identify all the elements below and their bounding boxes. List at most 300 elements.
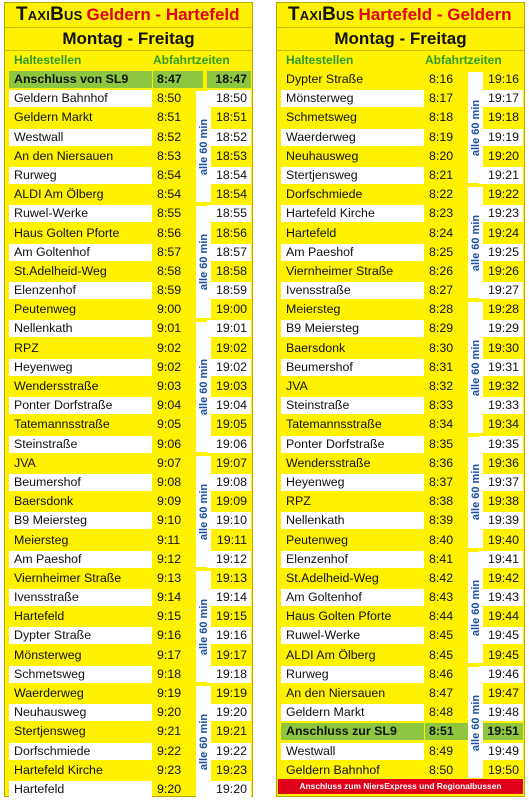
stop-row: [5, 684, 252, 703]
first-departure: 9:19: [157, 686, 182, 700]
stop-name: Rurweg: [9, 167, 152, 184]
stop-row: [277, 319, 524, 338]
stop-name: Elenzenhof: [9, 282, 152, 299]
stop-row: [5, 377, 252, 396]
last-departure: 19:01: [215, 321, 247, 336]
last-departure: 19:03: [215, 379, 247, 393]
stop-row: [5, 224, 252, 243]
column-headers: [277, 51, 524, 70]
stop-row: [5, 339, 252, 358]
first-departure: 8:55: [157, 206, 182, 221]
last-departure: 19:49: [487, 743, 519, 758]
first-departure: 9:01: [157, 321, 182, 336]
stop-row: [5, 358, 252, 377]
interval-label: alle 60 min: [197, 358, 210, 415]
first-departure: 9:17: [157, 647, 182, 662]
stop-name: Wendersstraße: [286, 455, 371, 470]
stop-name: ALDI Am Ölberg: [14, 187, 104, 202]
stop-row: [277, 108, 524, 127]
stop-name: Ivensstraße: [281, 282, 424, 299]
stop-name: Nellenkath: [281, 512, 424, 529]
first-departure: 8:20: [429, 148, 454, 163]
first-departure: 8:24: [429, 225, 454, 240]
stop-name: Ivensstraße: [9, 589, 152, 606]
last-departure: 18:57: [215, 244, 247, 259]
first-departure: 9:22: [157, 743, 182, 758]
last-departure: 19:18: [487, 110, 519, 125]
service-days: Montag - Freitag: [5, 27, 252, 51]
stop-name: Beumershof: [9, 474, 152, 491]
stop-row: [5, 665, 252, 684]
stop-name: Heyenweg: [9, 359, 152, 376]
first-departure: 8:57: [157, 244, 182, 259]
stop-row: [5, 204, 252, 223]
first-departure: 8:46: [429, 666, 454, 681]
interval-label: alle 60 min: [469, 214, 482, 271]
stop-row: [5, 454, 252, 473]
first-departure: 8:33: [429, 398, 454, 413]
stop-name: Ponter Dorfstraße: [281, 436, 424, 453]
first-departure: 8:43: [429, 590, 454, 605]
stop-row: [277, 761, 524, 780]
first-departure: 8:23: [429, 206, 454, 221]
stop-name: Am Paeshof: [9, 551, 152, 568]
stop-name: Baersdonk: [14, 494, 74, 509]
stop-row: [5, 607, 252, 626]
first-departure: 8:53: [157, 148, 182, 163]
interval-band: [468, 302, 483, 432]
first-departure: 9:09: [157, 494, 182, 509]
last-departure: 19:22: [215, 743, 247, 758]
first-departure: 9:21: [157, 724, 182, 739]
last-departure: 19:36: [487, 455, 519, 470]
first-departure: 8:48: [429, 705, 454, 720]
brand-label: TaxiBus: [16, 4, 83, 25]
stop-name: JVA: [286, 379, 308, 393]
last-departure: 18:47: [215, 72, 247, 86]
stop-row: [277, 300, 524, 319]
stop-name: An den Niersauen: [286, 686, 386, 700]
last-departure: 19:29: [487, 321, 519, 336]
first-departure: 8:49: [429, 743, 454, 758]
first-departure: 9:05: [157, 417, 182, 432]
stop-row: [277, 89, 524, 108]
stop-name: B9 Meiersteg: [281, 320, 424, 337]
stop-row: [5, 435, 252, 454]
first-departure: 9:16: [157, 628, 182, 643]
stop-name: Anschluss zur SL9: [281, 723, 424, 740]
stop-name: Hartefeld Kirche: [281, 205, 424, 222]
first-departure: 8:56: [157, 225, 182, 240]
interval-band: [468, 667, 483, 778]
stop-row: [277, 281, 524, 300]
first-departure: 8:16: [429, 72, 454, 86]
first-departure: 8:34: [429, 417, 454, 432]
first-departure: 8:51: [157, 110, 182, 125]
stop-row: [277, 665, 524, 684]
stop-name: Meiersteg: [286, 302, 341, 317]
stop-row: [277, 339, 524, 358]
stop-row: [5, 262, 252, 281]
stop-name: An den Niersauen: [14, 148, 114, 163]
last-departure: 19:10: [215, 513, 247, 528]
first-departure: 8:40: [429, 532, 454, 547]
stop-row: [5, 550, 252, 569]
first-departure: 8:44: [429, 609, 454, 624]
timetable-hartefeld-geldern: [276, 2, 525, 797]
stop-row: [5, 319, 252, 338]
stop-name: Mönsterweg: [14, 647, 82, 662]
last-departure: 19:02: [215, 340, 247, 355]
stop-name: Tatemannsstraße: [286, 417, 382, 432]
last-departure: 18:59: [215, 283, 247, 298]
stop-row: [5, 626, 252, 645]
stop-row: [5, 761, 252, 780]
stop-name: Schmetsweg: [286, 110, 357, 125]
stop-row: [277, 550, 524, 569]
interval-label: alle 60 min: [469, 339, 482, 396]
last-departure: 19:23: [487, 206, 519, 221]
last-departure: 19:31: [487, 359, 519, 374]
stop-name: Geldern Markt: [281, 704, 424, 721]
interval-band: [468, 552, 483, 663]
first-departure: 9:11: [157, 532, 181, 547]
first-departure: 8:51: [429, 724, 454, 739]
stop-row: [277, 703, 524, 722]
last-departure: 19:18: [215, 666, 247, 681]
stop-name: Waerderweg: [14, 686, 84, 700]
first-departure: 8:59: [157, 283, 182, 298]
stop-name: Hartefeld: [9, 781, 152, 798]
last-departure: 18:52: [215, 129, 247, 144]
connection-row: [277, 722, 524, 741]
stop-name: Westwall: [9, 129, 152, 146]
stop-name: Ponter Dorfstraße: [9, 397, 152, 414]
stop-row: [5, 396, 252, 415]
stop-name: Stertjensweg: [281, 167, 424, 184]
stop-row: [5, 780, 252, 799]
first-departure: 9:12: [157, 551, 182, 566]
stop-row: [5, 703, 252, 722]
last-departure: 19:22: [487, 187, 519, 202]
last-departure: 19:23: [215, 762, 247, 777]
column-header-stops: Haltestellen: [286, 53, 354, 67]
stop-row: [5, 473, 252, 492]
stop-name: Steinstraße: [9, 436, 152, 453]
first-departure: 8:58: [157, 263, 182, 278]
stop-row: [5, 89, 252, 108]
first-departure: 8:32: [429, 379, 454, 393]
last-departure: 19:28: [487, 302, 519, 317]
last-departure: 19:07: [215, 455, 247, 470]
stop-row: [5, 722, 252, 741]
stop-name: Wendersstraße: [14, 379, 99, 393]
stop-row: [277, 684, 524, 703]
last-departure: 19:06: [215, 436, 247, 451]
last-departure: 19:35: [487, 436, 519, 451]
first-departure: 9:02: [157, 359, 182, 374]
last-departure: 19:37: [487, 474, 519, 489]
first-departure: 8:27: [429, 283, 454, 298]
last-departure: 19:39: [487, 513, 519, 528]
last-departure: 19:26: [487, 263, 519, 278]
stop-name: Dorfschmiede: [286, 187, 363, 202]
last-departure: 19:14: [215, 590, 247, 605]
last-departure: 18:53: [215, 148, 247, 163]
last-departure: 19:44: [487, 609, 519, 624]
first-departure: 9:23: [157, 762, 182, 777]
stop-name: Dypter Straße: [9, 627, 152, 644]
interval-label: alle 60 min: [197, 118, 210, 175]
last-departure: 18:58: [215, 263, 247, 278]
stop-name: Schmetsweg: [9, 666, 152, 683]
last-departure: 18:51: [215, 110, 247, 125]
stop-name: Dypter Straße: [286, 72, 364, 86]
stop-name: Dorfschmiede: [9, 743, 152, 760]
stop-row: [5, 646, 252, 665]
first-departure: 8:47: [429, 686, 454, 700]
stop-name: Viernheimer Straße: [286, 263, 394, 278]
service-days: Montag - Freitag: [277, 27, 524, 51]
stop-name: Am Goltenhof: [281, 589, 424, 606]
stop-name: St.Adelheid-Weg: [286, 570, 379, 585]
stop-name: Ruwel-Werke: [281, 627, 424, 644]
stop-name: Heyenweg: [281, 474, 424, 491]
stop-row: [5, 415, 252, 434]
stop-row: [277, 224, 524, 243]
last-departure: 19:51: [487, 724, 519, 739]
interval-label: alle 60 min: [197, 233, 210, 291]
stop-row: [5, 588, 252, 607]
stop-name: Peutenweg: [14, 302, 77, 317]
stop-name: Hartefeld: [286, 225, 337, 240]
first-departure: 8:28: [429, 302, 454, 317]
stop-row: [277, 243, 524, 262]
stop-row: [5, 185, 252, 204]
last-departure: 19:24: [487, 225, 519, 240]
stop-name: Beumershof: [281, 359, 424, 376]
first-departure: 8:17: [429, 91, 454, 106]
stop-row: [277, 204, 524, 223]
interval-label: alle 60 min: [469, 99, 482, 156]
first-departure: 8:45: [429, 628, 454, 643]
first-departure: 9:15: [157, 609, 182, 624]
stop-row: [5, 300, 252, 319]
last-departure: 19:21: [215, 724, 247, 739]
first-departure: 9:18: [157, 666, 182, 681]
stop-list: [5, 70, 252, 799]
stop-row: [5, 569, 252, 588]
stop-row: [5, 147, 252, 166]
last-departure: 19:48: [487, 705, 519, 720]
first-departure: 9:10: [157, 513, 182, 528]
stop-row: [277, 646, 524, 665]
first-departure: 8:50: [429, 762, 454, 777]
connection-footer: Anschluss zum NiersExpress und Regionalbussen: [278, 779, 523, 794]
last-departure: 19:21: [487, 167, 519, 182]
stop-name: Geldern Bahnhof: [286, 762, 380, 777]
first-departure: 8:26: [429, 263, 454, 278]
last-departure: 19:43: [487, 590, 519, 605]
stop-row: [277, 415, 524, 434]
stop-name: RPZ: [286, 494, 311, 509]
first-departure: 8:54: [157, 187, 182, 202]
last-departure: 19:11: [216, 532, 247, 547]
brand-label: TaxiBus: [288, 4, 355, 25]
stop-row: [277, 607, 524, 626]
last-departure: 18:56: [215, 225, 247, 240]
first-departure: 8:21: [429, 167, 454, 182]
first-departure: 8:50: [157, 91, 182, 106]
stop-row: [5, 243, 252, 262]
last-departure: 18:54: [215, 187, 247, 202]
first-departure: 8:41: [429, 551, 454, 566]
first-departure: 8:22: [429, 187, 454, 202]
last-departure: 19:34: [487, 417, 519, 432]
last-departure: 19:30: [487, 340, 519, 355]
stop-name: St.Adelheid-Weg: [14, 263, 107, 278]
stop-row: [277, 569, 524, 588]
last-departure: 19:16: [215, 628, 247, 643]
interval-band: [468, 187, 483, 298]
last-departure: 19:20: [215, 781, 247, 796]
first-departure: 8:25: [429, 244, 454, 259]
stop-name: Mönsterweg: [281, 90, 424, 107]
last-departure: 19:19: [215, 686, 247, 700]
stop-row: [5, 281, 252, 300]
last-departure: 19:50: [487, 762, 519, 777]
stop-name: ALDI Am Ölberg: [286, 647, 376, 662]
interval-label: alle 60 min: [197, 713, 210, 771]
interval-label: alle 60 min: [469, 694, 482, 751]
first-departure: 8:36: [429, 455, 454, 470]
stop-name: JVA: [14, 455, 36, 470]
last-departure: 19:27: [487, 283, 519, 298]
first-departure: 8:38: [429, 494, 454, 509]
first-departure: 8:47: [157, 72, 182, 86]
column-header-times: Abfahrtzeiten: [425, 53, 502, 67]
first-departure: 9:20: [157, 705, 182, 720]
stop-row: [277, 473, 524, 492]
stop-row: [277, 511, 524, 530]
interval-label: alle 60 min: [469, 464, 482, 521]
last-departure: 19:40: [487, 532, 519, 547]
stop-row: [5, 492, 252, 511]
last-departure: 19:00: [215, 302, 247, 317]
last-departure: 19:16: [487, 72, 519, 86]
stop-name: Stertjensweg: [14, 724, 86, 739]
stop-row: [277, 147, 524, 166]
last-departure: 19:42: [487, 570, 519, 585]
stop-name: Geldern Markt: [14, 110, 93, 125]
stop-row: [277, 128, 524, 147]
stop-name: Westwall: [281, 743, 424, 760]
stop-name: Haus Golten Pforte: [14, 225, 120, 240]
stop-name: Waerderweg: [281, 129, 424, 146]
stop-row: [277, 377, 524, 396]
first-departure: 8:31: [429, 359, 454, 374]
timetable-title: [277, 3, 524, 27]
stop-row: [277, 166, 524, 185]
stop-name: Nellenkath: [9, 320, 152, 337]
stop-row: [5, 108, 252, 127]
last-departure: 19:45: [487, 628, 519, 643]
last-departure: 19:19: [487, 129, 519, 144]
stop-name: Geldern Bahnhof: [9, 90, 152, 107]
last-departure: 18:50: [215, 91, 247, 106]
first-departure: 8:52: [157, 129, 182, 144]
last-departure: 19:20: [487, 148, 519, 163]
timetable-title: [5, 3, 252, 27]
stop-name: Peutenweg: [286, 532, 349, 547]
first-departure: 9:14: [157, 590, 182, 605]
interval-band: [468, 437, 483, 548]
stop-name: B9 Meiersteg: [9, 512, 152, 529]
stop-row: [277, 531, 524, 550]
first-departure: 8:39: [429, 513, 454, 528]
interval-band: [196, 91, 211, 202]
route-label: Hartefeld - Geldern: [358, 5, 512, 24]
first-departure: 8:18: [429, 110, 454, 125]
stop-row: [277, 626, 524, 645]
last-departure: 19:02: [215, 359, 247, 374]
last-departure: 19:32: [487, 379, 519, 393]
first-departure: 9:20: [157, 781, 182, 796]
first-departure: 8:30: [429, 340, 454, 355]
connection-row: [5, 70, 252, 89]
interval-band: [196, 322, 211, 452]
stop-name: Neuhausweg: [286, 148, 359, 163]
column-headers: [5, 51, 252, 70]
last-departure: 19:12: [215, 551, 247, 566]
stop-row: [277, 70, 524, 89]
first-departure: 8:35: [429, 436, 454, 451]
first-departure: 9:06: [157, 436, 182, 451]
last-departure: 19:04: [215, 398, 247, 413]
first-departure: 8:42: [429, 570, 454, 585]
stop-name: Am Paeshof: [281, 244, 424, 261]
last-departure: 19:46: [487, 666, 519, 681]
column-header-times: Abfahrtzeiten: [153, 53, 230, 67]
first-departure: 8:45: [429, 647, 454, 662]
stop-list: [277, 70, 524, 780]
last-departure: 19:17: [487, 91, 519, 106]
stop-name: Ruwel-Werke: [9, 205, 152, 222]
first-departure: 9:13: [157, 570, 182, 585]
stop-row: [277, 435, 524, 454]
first-departure: 9:00: [157, 302, 182, 317]
interval-band: [196, 686, 211, 797]
last-departure: 19:25: [487, 244, 519, 259]
stop-name: Baersdonk: [286, 340, 346, 355]
stop-name: Viernheimer Straße: [14, 570, 122, 585]
last-departure: 19:05: [215, 417, 247, 432]
stop-name: Steinstraße: [281, 397, 424, 414]
stop-row: [277, 742, 524, 761]
stop-name: Rurweg: [281, 666, 424, 683]
first-departure: 9:02: [157, 340, 182, 355]
stop-row: [5, 511, 252, 530]
stop-row: [5, 742, 252, 761]
last-departure: 19:33: [487, 398, 519, 413]
first-departure: 9:04: [157, 398, 182, 413]
last-departure: 19:15: [215, 609, 247, 624]
interval-band: [196, 571, 211, 682]
stop-row: [5, 531, 252, 550]
stop-name: Meiersteg: [14, 532, 69, 547]
stop-row: [277, 454, 524, 473]
first-departure: 9:03: [157, 379, 182, 393]
